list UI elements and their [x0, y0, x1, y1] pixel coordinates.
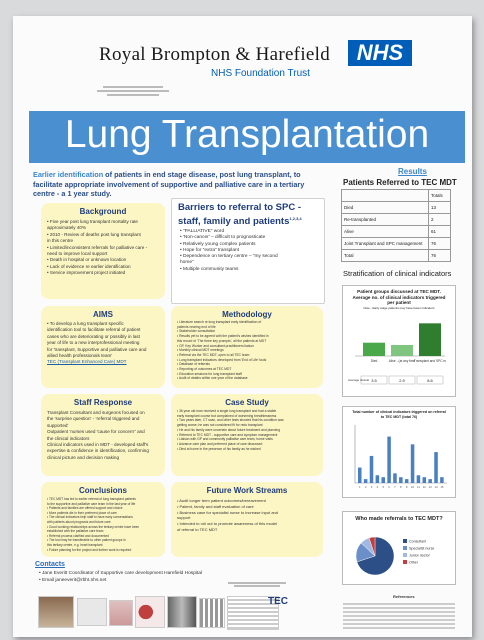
- barriers-box: [171, 198, 325, 304]
- results-heading: Results: [398, 167, 427, 176]
- bar: [423, 477, 427, 483]
- chart-subtitle: Note - Early stage patients may have fewer indicators: [363, 306, 435, 310]
- list-item: home”: [180, 260, 194, 266]
- bar: [419, 323, 441, 356]
- list-item: • Five year post lung transplant mortality rate: [47, 219, 138, 224]
- list-item: the clinical indicators: [47, 435, 90, 441]
- chart-title: Total number of clinical indicators triggered on referral to TEC MDT (total 76): [352, 410, 446, 419]
- case-study-box: [171, 394, 323, 476]
- aims-link[interactable]: TEC (Transplant Enhanced Care) MDT: [47, 359, 127, 365]
- list-item: • Business case for specialist nurse to increase input and: [177, 509, 279, 515]
- list-item: • Literature search re lung transplant early identification of: [177, 320, 262, 324]
- tick-label: 8: [400, 485, 402, 489]
- table-cell: 13: [429, 202, 451, 214]
- bar: [434, 452, 438, 483]
- chart-total-svg: [347, 421, 451, 493]
- list-item: • Future planning for the project and further work is required: [47, 547, 132, 552]
- tick-label: 14: [434, 485, 438, 489]
- list-item: • Service improvement project initiated: [47, 270, 126, 276]
- tick-label: 2: [364, 485, 367, 489]
- table-cell: Died: [342, 202, 429, 214]
- list-item: expertise & confidence in identification, confirming: [47, 448, 149, 454]
- trust-name: NHS Foundation Trust: [211, 68, 310, 79]
- xray-image: [167, 596, 197, 628]
- list-item: patients nearing end of life: [177, 324, 216, 329]
- list-item: the 'surprise question' - ‘referral triggered and: [47, 416, 140, 422]
- barriers-heading: [178, 202, 318, 227]
- legend-swatch: [403, 553, 407, 557]
- data-label: 8.6: [427, 378, 433, 383]
- table-row: [342, 214, 451, 226]
- table-cell: 76: [429, 238, 451, 250]
- list-item: of referral to TEC MDT: [177, 526, 218, 532]
- list-item: • 36 year old man received a single lung transplant and had a stable: [177, 409, 277, 413]
- tick-label: 4: [376, 485, 379, 489]
- authors-block: [93, 84, 173, 98]
- list-item: • Dependence on tertiary centre – “my second: [180, 254, 278, 260]
- chart-referrers: [342, 511, 456, 585]
- poster-title: Lung Transplantation: [64, 113, 430, 156]
- methodology-heading: Methodology: [222, 310, 272, 319]
- methodology-box: [171, 306, 323, 388]
- chart-referrers-svg: [347, 532, 451, 580]
- list-item: • Stakeholder consultation: [177, 329, 216, 334]
- list-item: this tertiary centre, e.g. heart transplant: [47, 542, 103, 547]
- table-row: [342, 250, 451, 262]
- bar: [440, 477, 444, 483]
- chart-indicators-svg: [347, 312, 451, 392]
- list-item: • Reporting of outcomes at TEC MDT: [177, 367, 232, 372]
- list-item: getting worse; he was not considered fit for redo transplant: [177, 423, 263, 428]
- aims-box: [41, 306, 165, 388]
- conclusions-box: [41, 482, 165, 557]
- chart-title: Patient groups discussed at TEC MDT. Average no. of clinical indicators triggered per patient: [352, 289, 446, 306]
- contacts-heading: Contacts: [35, 561, 65, 568]
- list-item: • Good working relationships across the tertiary centre have been: [47, 524, 140, 529]
- list-item: clinical picture and decision making: [47, 454, 120, 460]
- list-item: • Lung transplant indicators developed from 'End of Life' tools: [177, 357, 267, 362]
- bar: [387, 437, 391, 483]
- list-item: • Audit longer term patient outcomes/bereavement: [177, 498, 266, 503]
- bar: [428, 479, 432, 483]
- references-list: [343, 601, 455, 635]
- series-label: Transplant and SPC m: [413, 359, 447, 363]
- tick-label: 9: [405, 485, 408, 489]
- bar: [399, 477, 403, 483]
- logo-photo: [77, 598, 107, 626]
- tick-label: 3: [370, 485, 373, 489]
- list-item: • Multiple community teams: [180, 266, 239, 272]
- contact-email[interactable]: • Email janeeverit@rbht.nhs.net: [39, 577, 107, 583]
- list-item: allied health professionals team': [47, 353, 113, 359]
- list-item: • Database of referrals: [177, 362, 210, 367]
- building-photo: [38, 596, 74, 628]
- list-item: • Referred to TEC MDT - supportive care and symptom management: [177, 432, 278, 437]
- barriers-heading-text: Barriers to referral to SPC - staff, family and patients: [178, 202, 302, 228]
- staff-response-box: [41, 394, 165, 476]
- list-item: • The clinical indicators help staff to have early conversations: [47, 515, 133, 520]
- legend-label: Other: [409, 560, 418, 565]
- list-item: • Hope for “extra” transplant: [180, 247, 240, 253]
- tick-label: 15: [440, 485, 444, 489]
- barriers-superscript: 1,2,3,4: [289, 216, 302, 221]
- table-row: [342, 238, 451, 250]
- background-list: [47, 219, 161, 277]
- staff-response-heading: Staff Response: [73, 398, 133, 407]
- background-box: [41, 203, 165, 299]
- lungs-image: [135, 596, 165, 628]
- list-item: • “PALLIATIVE” word: [180, 229, 225, 234]
- list-item: • Audit of deaths within one year of the database: [177, 376, 248, 381]
- table-row: [342, 190, 451, 202]
- legend-swatch: [403, 560, 407, 564]
- legend-label: Specialist nurse: [409, 546, 435, 551]
- methodology-list: [177, 320, 319, 381]
- list-item: • Advance care plan and preferred place of care discussed: [177, 441, 263, 446]
- intro-text: [33, 170, 325, 199]
- table-cell: 76: [429, 250, 451, 262]
- list-item: Transplant Consultant and surgeons focused on: [47, 410, 145, 415]
- list-item: • Died at home in the presence of his family as he wished: [177, 446, 261, 451]
- intro-body: of patients in end stage disease, post lung transplant, to facilitate appropriate involvement of supportive and palliative care in a tertiary centre - a 1 year study.: [33, 170, 305, 198]
- table-cell: 61: [429, 226, 451, 238]
- case-study-heading: Case Study: [225, 398, 269, 407]
- legend-label: Junior doctor: [409, 553, 430, 558]
- list-item: Outpatient 'nurses used 'cause for concern'' and: [47, 429, 145, 435]
- tick-label: 11: [416, 485, 420, 489]
- list-item: • Education sessions for lung transplant staff: [177, 371, 242, 376]
- data-label: 2.9: [399, 378, 405, 383]
- case-study-list: [177, 409, 319, 451]
- results-table: [341, 189, 451, 262]
- list-item: support: [177, 515, 191, 521]
- list-item: • The tool may be transferable to other patient groups in: [47, 538, 126, 543]
- bar: [381, 477, 385, 483]
- equipment-photo: [109, 600, 133, 626]
- intro-highlight: Earlier identification: [33, 170, 104, 179]
- list-item: Clinical indicators used in MDT - developed staff's: [47, 442, 149, 448]
- chart-indicators-per-patient: [342, 285, 456, 397]
- table-cell: 2: [429, 214, 451, 226]
- bar: [370, 456, 374, 483]
- list-item: for 'transplant, Supportive and palliative care and: [47, 346, 147, 352]
- stratification-heading: Stratification of clinical indicators: [343, 269, 452, 278]
- tick-label: 12: [422, 485, 426, 489]
- list-item: • Limited/inconsistent referrals for palliative care -: [47, 244, 148, 250]
- future-work-box: [171, 482, 323, 557]
- list-item: year of life to a new interprofessional meeting: [47, 340, 140, 346]
- list-item: to the supportive and palliative care team in the last year of life: [47, 501, 136, 506]
- conclusions-heading: Conclusions: [78, 486, 127, 495]
- category-label: Average clinical: [348, 378, 369, 382]
- list-item: • Patient, family and staff evaluation of care: [177, 503, 254, 509]
- table-cell: Re-transplanted: [342, 214, 429, 226]
- tick-label: 5: [382, 485, 385, 489]
- table-cell: Total: [342, 250, 429, 262]
- list-item: • Lack of evidence re earlier identification: [47, 263, 131, 269]
- legend-label: Consultant: [409, 539, 427, 544]
- list-item: • To develop a lung transplant specific: [47, 321, 124, 326]
- bar: [411, 444, 415, 483]
- list-item: • TEC MDT has led to earlier referral of lung transplant patients: [47, 497, 136, 501]
- list-item: • Referral via the TEC MDT, open to all TEC team: [177, 352, 250, 357]
- aims-heading: AIMS: [93, 310, 113, 319]
- bar: [363, 343, 385, 356]
- table-row: [342, 202, 451, 214]
- list-item: • Liaison with GP and community palliative care team, home visits: [177, 437, 273, 442]
- list-item: early transplant course but complained of worsening breathlessness: [177, 413, 277, 418]
- list-item: cases who are deteriorating or possibly in last: [47, 333, 140, 339]
- background-heading: Background: [79, 207, 127, 216]
- list-item: approximately 40%: [47, 225, 87, 231]
- tick-label: 13: [428, 485, 432, 489]
- list-item: • Results yet to be agreed with the patient's wishes identified in: [177, 334, 269, 339]
- list-item: • Intended to roll out to promote awareness of this model: [177, 521, 278, 527]
- tick-label: 1: [358, 485, 361, 489]
- bar: [376, 475, 380, 483]
- list-item: in this centre: [47, 238, 74, 244]
- conclusions-list: [47, 497, 161, 552]
- legend-swatch: [403, 539, 407, 543]
- table-header: Totals: [429, 190, 451, 202]
- tick-label: 6: [388, 485, 390, 489]
- table-cell: [342, 190, 429, 202]
- table-row: [342, 226, 451, 238]
- bar: [417, 475, 421, 483]
- future-work-heading: Future Work Streams: [206, 486, 288, 495]
- tec-logo: TEC: [268, 596, 288, 607]
- list-item: • He and his family were uncertain about future treatment and planning: [177, 427, 281, 432]
- list-item: identification tool to facilitate referral of patient: [47, 327, 141, 333]
- bar: [358, 468, 362, 483]
- tec-caption: [222, 581, 292, 588]
- data-label: 3.5: [371, 378, 377, 383]
- list-item: established with the palliative care team: [47, 529, 104, 534]
- list-item: supported’: [47, 422, 69, 428]
- list-item: • Relatively young complex patients: [180, 241, 256, 247]
- bar: [393, 473, 397, 483]
- bar: [405, 479, 409, 483]
- list-item: with patients about prognosis and future care: [47, 519, 111, 524]
- bar: [364, 479, 368, 483]
- list-item: • 2010 - Review of deaths post lung transplant: [47, 231, 141, 237]
- list-item: • More patients die in their preferred place of care: [47, 510, 117, 515]
- list-item: • Death in hospital or unknown location: [47, 257, 127, 263]
- tick-label: 7: [394, 485, 396, 489]
- poster: [13, 16, 472, 637]
- list-item: • Two years later, CT scan, and other tests showed that his condition was: [177, 418, 284, 423]
- contacts-body: [39, 571, 202, 584]
- chart-title: Who made referrals to TEC MDT?: [355, 516, 443, 522]
- table-cell: Joint Transplant and SPC management: [342, 238, 429, 250]
- bar: [391, 345, 413, 356]
- future-work-list: [177, 498, 319, 533]
- series-label: Died: [370, 359, 378, 363]
- barriers-list: [180, 229, 278, 273]
- list-item: • Monthly clinical MDT meetings: [177, 348, 224, 353]
- chart-total-indicators: [342, 406, 456, 498]
- list-item: need to improve local support: [47, 251, 108, 257]
- org-name: Royal Brompton & Harefield: [99, 44, 331, 65]
- contact-name: • Jane Everitt Coordinator of Supportive care development Harefield Hospital: [39, 571, 202, 576]
- list-item: • Referral process clarified and documented: [47, 533, 109, 538]
- references-heading: References: [393, 594, 415, 599]
- results-table-title: Patients Referred to TEC MDT: [343, 178, 457, 187]
- list-item: • GP, Key Worker and consultant practitioners liaison: [177, 343, 254, 348]
- series-label: Alive - (at any time: [388, 359, 416, 363]
- legend-swatch: [403, 546, 407, 550]
- nhs-logo: NHS: [348, 40, 412, 66]
- tick-label: 10: [410, 485, 415, 489]
- list-item: • Patients and families are offered support and choice: [47, 506, 123, 511]
- list-item: • 'Non-cancer' – difficult to prognosticate: [180, 235, 266, 241]
- aims-list: [47, 321, 161, 366]
- table-cell: Alive: [342, 226, 429, 238]
- scan-image: [199, 598, 225, 628]
- list-item: this record of ‘The three key prompts’, all the patients at MDT: [177, 338, 267, 343]
- staff-response-list: [47, 410, 161, 461]
